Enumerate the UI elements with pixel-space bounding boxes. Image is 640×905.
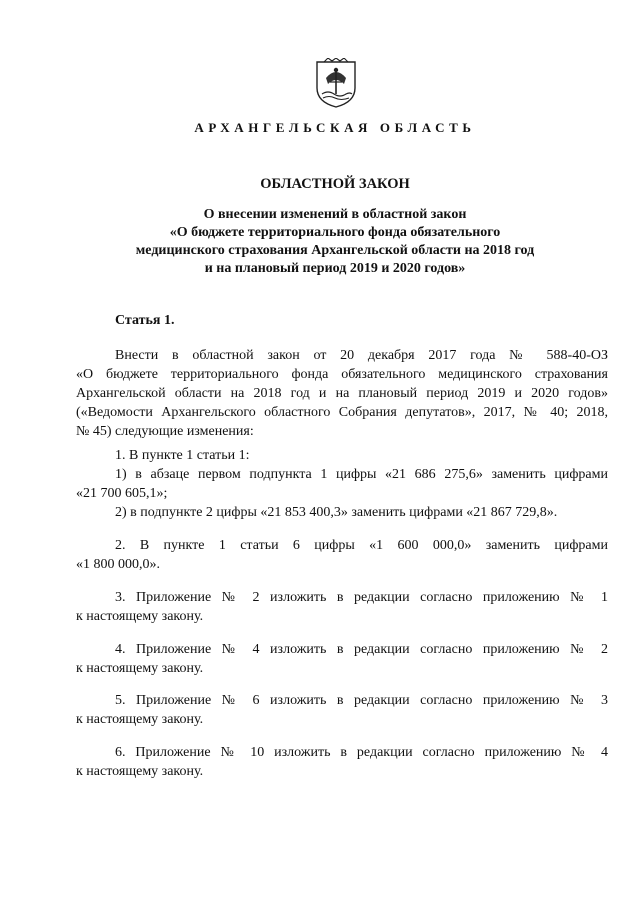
text-line: 1) в абзаце первом подпункта 1 цифры «21 686 275,6» заменить цифрами [115,467,608,482]
text-line: 5. Приложение № 6 изложить в редакции согласно приложению № 3 [115,693,608,708]
item-5 [76,691,608,729]
text-line: к настоящему закону. [76,764,204,779]
article-heading: Статья 1. [115,313,175,328]
intro-paragraph [76,346,608,441]
text-line: «21 700 605,1»; [76,486,168,501]
region-name: АРХАНГЕЛЬСКАЯ ОБЛАСТЬ [194,120,476,135]
coat-of-arms-icon [314,58,358,108]
text-line: 2) в подпункте 2 цифры «21 853 400,3» заменить цифрами «21 867 729,8». [115,505,558,520]
text-line: к настоящему закону. [76,661,204,676]
text-line: Архангельской области на 2018 год и на плановый период 2019 и 2020 годов» [76,386,608,401]
item-2 [76,536,608,574]
law-title [0,206,640,278]
text-line: «1 800 000,0». [76,557,160,572]
text-line: «О бюджете территориального фонда обязательного медицинского страхования [76,367,608,382]
law-title-line: и на плановый период 2019 и 2020 годов» [204,261,466,276]
text-line: 6. Приложение № 10 изложить в редакции согласно приложению № 4 [115,745,608,760]
text-line: 1. В пункте 1 статьи 1: [115,448,250,463]
law-title-line: О внесении изменений в областной закон [203,207,467,222]
text-line: № 45) следующие изменения: [76,424,254,439]
text-line: к настоящему закону. [76,609,204,624]
item-6 [76,743,608,781]
text-line: Внести в областной закон от 20 декабря 2017 года № 588-40-ОЗ [115,348,608,363]
text-line: 3. Приложение № 2 изложить в редакции согласно приложению № 1 [115,590,608,605]
law-title-line: медицинского страхования Архангельской области на 2018 год [135,243,535,258]
text-line: к настоящему закону. [76,712,204,727]
item-1 [76,446,608,522]
text-line: («Ведомости Архангельского областного Собрания депутатов», 2017, № 40; 2018, [76,405,608,420]
law-title-line: «О бюджете территориального фонда обязательного [169,225,501,240]
item-4 [76,640,608,678]
text-line: 2. В пункте 1 статьи 6 цифры «1 600 000,0» заменить цифрами [115,538,608,553]
item-3 [76,588,608,626]
law-type-heading: ОБЛАСТНОЙ ЗАКОН [260,176,410,192]
text-line: 4. Приложение № 4 изложить в редакции согласно приложению № 2 [115,642,608,657]
